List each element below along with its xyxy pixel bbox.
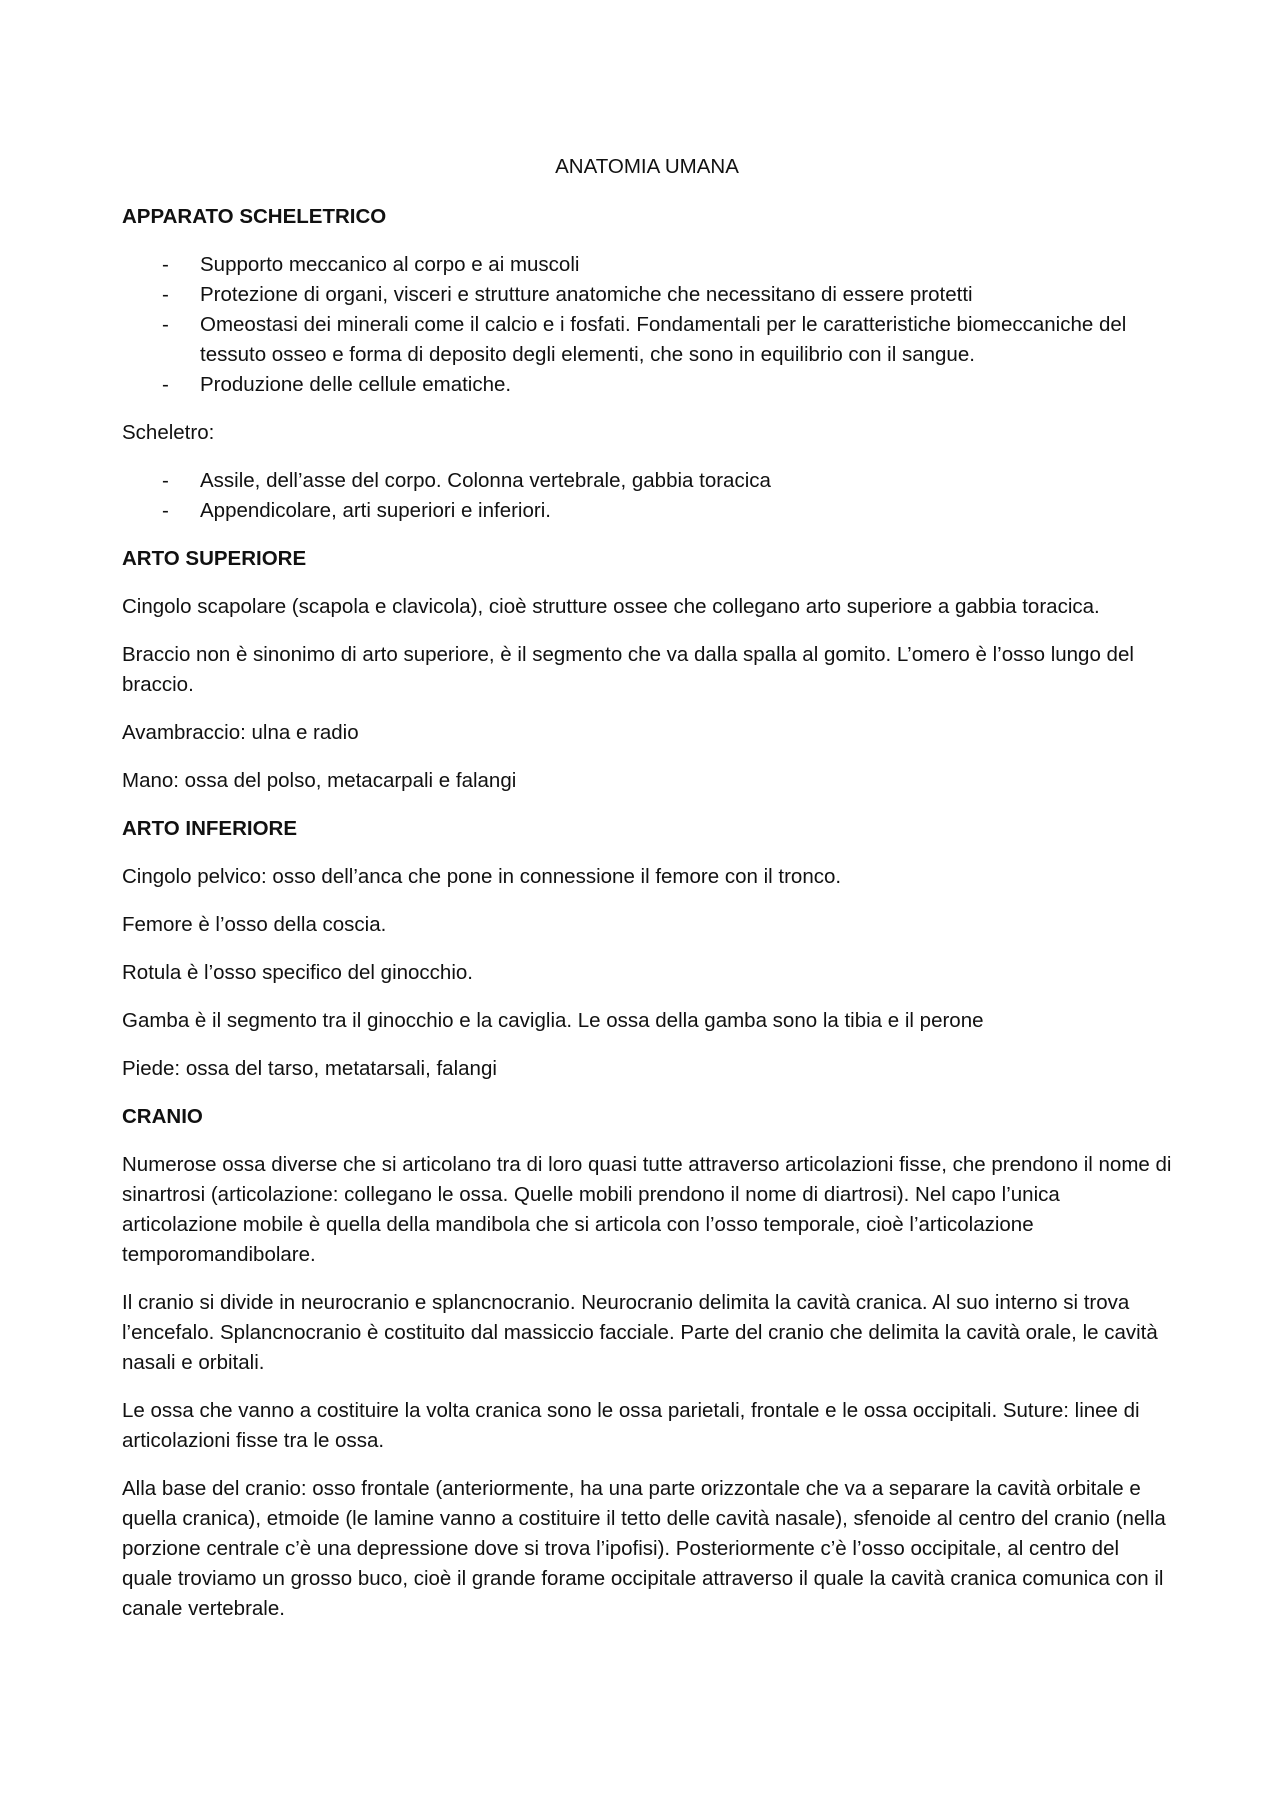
paragraph: Cingolo pelvico: osso dell’anca che pone in connessione il femore con il tronco. [122, 865, 842, 888]
list-item-text: Produzione delle cellule ematiche. [200, 373, 512, 396]
document-page [122, 152, 1172, 1642]
list-item-text: Supporto meccanico al corpo e ai muscoli [200, 253, 580, 276]
list-item [122, 250, 1172, 280]
list-item [122, 496, 1172, 526]
list-item [122, 310, 1172, 370]
dash-bullet-icon: - [162, 313, 169, 336]
section-heading-cranio: CRANIO [122, 1105, 203, 1128]
dash-bullet-icon: - [162, 469, 169, 492]
list-item-text: Protezione di organi, visceri e strutture anatomiche che necessitano di essere protetti [200, 283, 973, 306]
paragraph: Cingolo scapolare (scapola e clavicola), cioè strutture ossee che collegano arto superiore a gabbia toracica. [122, 595, 1100, 618]
paragraph: Avambraccio: ulna e radio [122, 721, 359, 744]
paragraph: Alla base del cranio: osso frontale (anteriormente, ha una parte orizzontale che va a separare la cavità orbitale e quella cranica), etmoide (le lamine vanno a costituire il tetto delle cavità nasale), sfenoide al centro del cranio (nella porzione centrale c’è una depressione dove si trova l’ipofisi). Posteriormente c’è l’osso occipitale, al centro del quale troviamo un grosso buco, cioè il grande forame occipitale attraverso il quale la cavità cranica comunica con il canale vertebrale. [122, 1477, 1166, 1620]
list-item [122, 370, 1172, 400]
functions-list [122, 250, 1172, 400]
paragraph: Mano: ossa del polso, metacarpali e falangi [122, 769, 517, 792]
list-item-text: Omeostasi dei minerali come il calcio e i fosfati. Fondamentali per le caratteristiche biomeccaniche del tessuto osseo e forma di deposito degli elementi, che sono in equilibrio con il sangue. [200, 313, 1127, 366]
list-item [122, 280, 1172, 310]
paragraph: Gamba è il segmento tra il ginocchio e la caviglia. Le ossa della gamba sono la tibia e il perone [122, 1009, 984, 1032]
dash-bullet-icon: - [162, 253, 169, 276]
dash-bullet-icon: - [162, 283, 169, 306]
list-item [122, 466, 1172, 496]
list-item-text: Assile, dell’asse del corpo. Colonna vertebrale, gabbia toracica [200, 469, 771, 492]
paragraph: Rotula è l’osso specifico del ginocchio. [122, 961, 473, 984]
section-heading-apparato-scheletrico: APPARATO SCHELETRICO [122, 205, 387, 228]
list-item-text: Appendicolare, arti superiori e inferiori. [200, 499, 551, 522]
paragraph: Le ossa che vanno a costituire la volta cranica sono le ossa parietali, frontale e le ossa occipitali. Suture: linee di articolazioni fisse tra le ossa. [122, 1399, 1140, 1452]
scheletro-label: Scheletro: [122, 421, 215, 444]
document-title: ANATOMIA UMANA [555, 155, 739, 178]
paragraph: Il cranio si divide in neurocranio e splancnocranio. Neurocranio delimita la cavità cranica. Al suo interno si trova l’encefalo. Splancnocranio è costituito dal massiccio facciale. Parte del cranio che delimita la cavità orale, le cavità nasali e orbitali. [122, 1291, 1158, 1374]
section-heading-arto-superiore: ARTO SUPERIORE [122, 547, 307, 570]
paragraph: Femore è l’osso della coscia. [122, 913, 387, 936]
dash-bullet-icon: - [162, 373, 169, 396]
dash-bullet-icon: - [162, 499, 169, 522]
paragraph: Braccio non è sinonimo di arto superiore, è il segmento che va dalla spalla al gomito. L’omero è l’osso lungo del braccio. [122, 643, 1134, 696]
paragraph: Numerose ossa diverse che si articolano tra di loro quasi tutte attraverso articolazioni fisse, che prendono il nome di sinartrosi (articolazione: collegano le ossa. Quelle mobili prendono il nome di diartrosi). Nel capo l’unica articolazione mobile è quella della mandibola che si articola con l’osso temporale, cioè l’articolazione temporomandibolare. [122, 1153, 1172, 1266]
scheletro-list [122, 466, 1172, 526]
section-heading-arto-inferiore: ARTO INFERIORE [122, 817, 298, 840]
paragraph: Piede: ossa del tarso, metatarsali, falangi [122, 1057, 497, 1080]
